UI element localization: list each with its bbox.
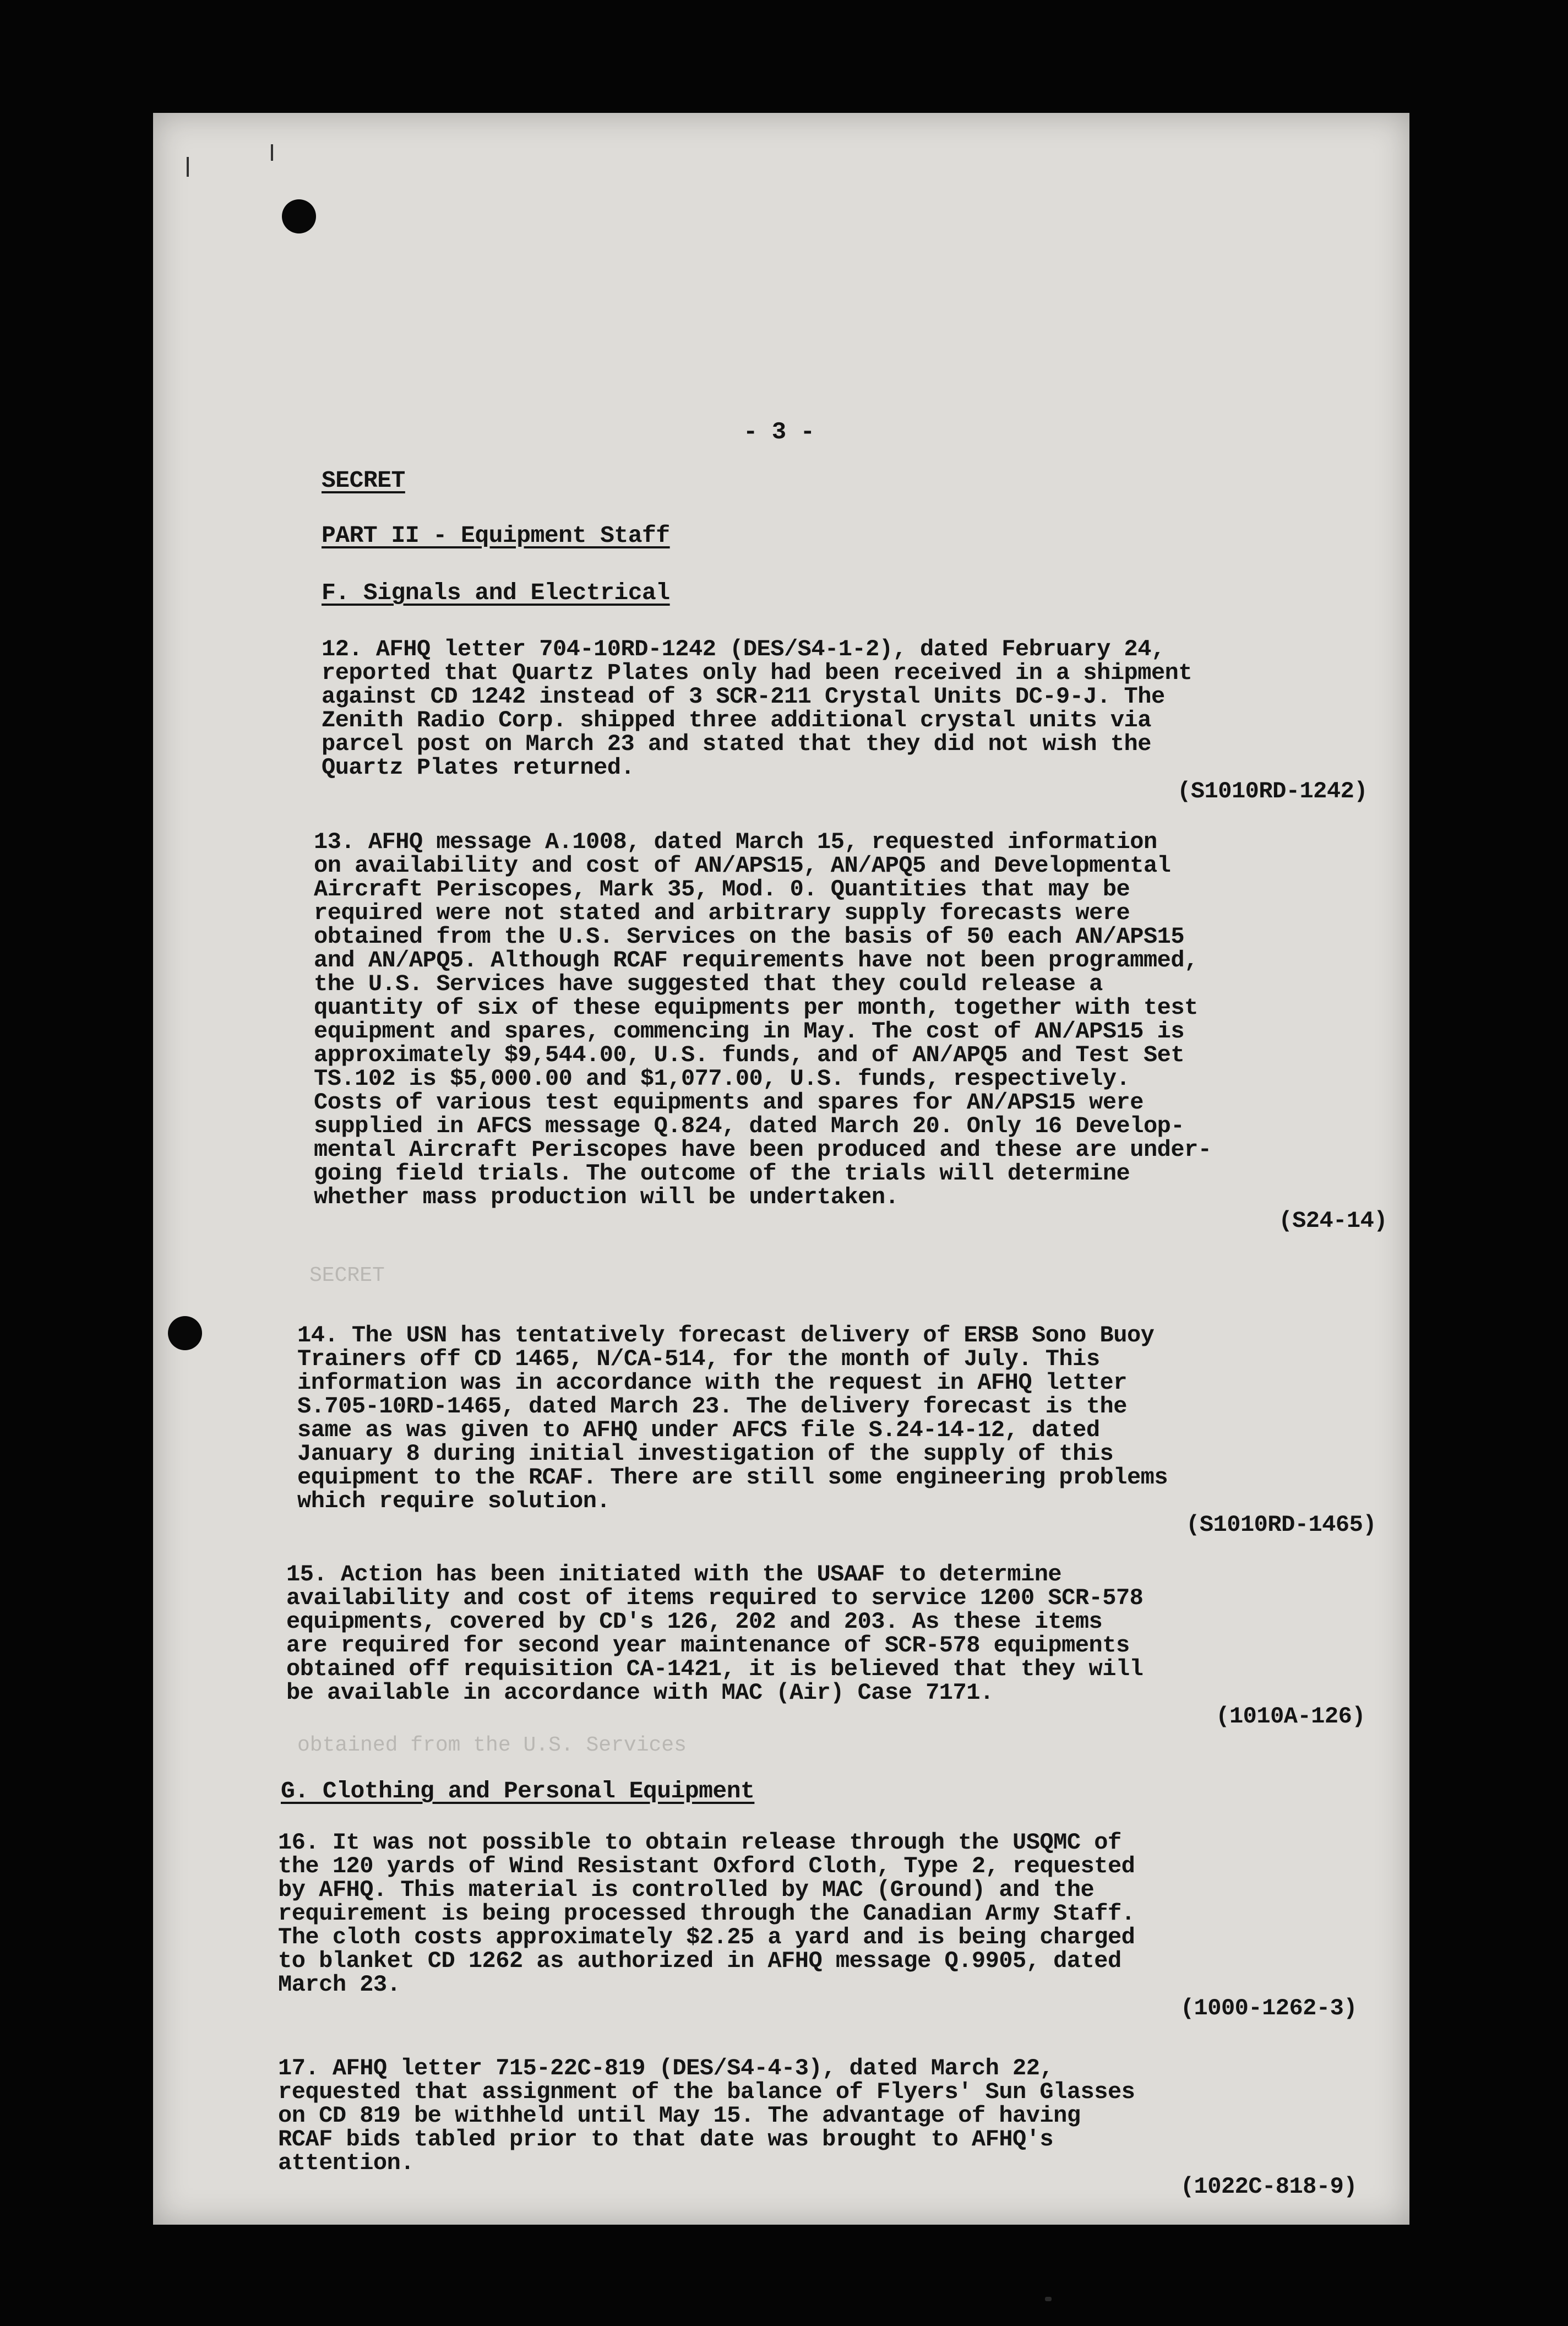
paragraph-line: March 23. [278, 1971, 401, 1998]
paragraph-line: which require solution. [297, 1488, 611, 1514]
paragraph-line: 14. The USN has tentatively forecast delivery of ERSB Sono Buoy [297, 1322, 1155, 1349]
punch-hole-top [282, 199, 316, 233]
part-heading: PART II - Equipment Staff [322, 522, 670, 549]
film-scratch [1045, 2297, 1052, 2301]
paragraph-line: 16. It was not possible to obtain release through the USQMC of [278, 1829, 1121, 1856]
paragraph-line: obtained from the U.S. Services on the basis of 50 each AN/APS15 [314, 923, 1185, 950]
paragraph-17 [278, 2057, 1357, 2199]
paragraph-line: Zenith Radio Corp. shipped three additional crystal units via [322, 707, 1151, 733]
paragraph-line: 12. AFHQ letter 704-10RD-1242 (DES/S4-1-2), dated February 24, [322, 636, 1165, 662]
paragraph-line: Aircraft Periscopes, Mark 35, Mod. 0. Quantities that may be [314, 876, 1130, 903]
paragraph-line: Trainers off CD 1465, N/CA-514, for the month of July. This [297, 1346, 1100, 1372]
paragraph-line: required were not stated and arbitrary supply forecasts were [314, 900, 1130, 926]
paragraph-line: S.705-10RD-1465, dated March 23. The delivery forecast is the [297, 1393, 1127, 1420]
pencil-tick-mark [271, 144, 273, 161]
file-reference: (1000-1262-3) [1180, 1995, 1357, 2021]
paragraph-16 [278, 1831, 1357, 2020]
paragraph-line: same as was given to AFHQ under AFCS file S.24-14-12, dated [297, 1417, 1100, 1443]
paragraph-line: and AN/APQ5. Although RCAF requirements have not been programmed, [314, 947, 1198, 974]
section-g-heading: G. Clothing and Personal Equipment [281, 1778, 755, 1805]
paragraph-line: requested that assignment of the balance of Flyers' Sun Glasses [278, 2079, 1135, 2105]
file-reference: (S1010RD-1242) [1177, 778, 1368, 805]
paragraph-line: RCAF bids tabled prior to that date was brought to AFHQ's [278, 2126, 1054, 2153]
paragraph-line: Quartz Plates returned. [322, 754, 635, 781]
paragraph-12 [322, 638, 1368, 803]
paragraph-line: 17. AFHQ letter 715-22C-819 (DES/S4-4-3), dated March 22, [278, 2055, 1054, 2082]
page-number: - 3 - [743, 419, 815, 446]
paragraph-line: equipment to the RCAF. There are still some engineering problems [297, 1464, 1168, 1491]
section-f-heading: F. Signals and Electrical [322, 579, 670, 606]
paragraph-line: requirement is being processed through the Canadian Army Staff. [278, 1900, 1135, 1927]
punch-hole-middle [168, 1316, 202, 1350]
paragraph-line: on availability and cost of AN/APS15, AN/APQ5 and Developmental [314, 852, 1171, 879]
file-reference: (1010A-126) [1216, 1703, 1365, 1730]
file-reference: (1022C-818-9) [1180, 2173, 1357, 2200]
paragraph-line: approximately $9,544.00, U.S. funds, and of AN/APQ5 and Test Set [314, 1042, 1185, 1068]
paragraph-line: mental Aircraft Periscopes have been produced and these are under- [314, 1137, 1212, 1163]
pencil-tick-mark [187, 157, 189, 177]
paragraph-line: equipment and spares, commencing in May. The cost of AN/APS15 is [314, 1018, 1185, 1045]
paragraph-14 [297, 1324, 1376, 1537]
paragraph-line: 15. Action has been initiated with the USAAF to determine [286, 1561, 1062, 1588]
paragraph-line: whether mass production will be undertaken. [314, 1184, 899, 1210]
paragraph-line: are required for second year maintenance of SCR-578 equipments [286, 1632, 1130, 1659]
paragraph-line: Costs of various test equipments and spares for AN/APS15 were [314, 1089, 1144, 1116]
paragraph-line: The cloth costs approximately $2.25 a yard and is being charged [278, 1924, 1135, 1950]
paragraph-line: the U.S. Services have suggested that they could release a [314, 971, 1103, 997]
paragraph-line: equipments, covered by CD's 126, 202 and 203. As these items [286, 1608, 1103, 1635]
paragraph-line: going field trials. The outcome of the trials will determine [314, 1160, 1130, 1187]
paragraph-line: quantity of six of these equipments per month, together with test [314, 994, 1198, 1021]
paragraph-line: 13. AFHQ message A.1008, dated March 15, requested information [314, 829, 1157, 855]
paragraph-15 [286, 1563, 1365, 1729]
paragraph-line: TS.102 is $5,000.00 and $1,077.00, U.S. funds, respectively. [314, 1066, 1130, 1092]
bleed-through-text: SECRET [309, 1264, 385, 1287]
file-reference: (S1010RD-1465) [1186, 1512, 1376, 1538]
paragraph-line: obtained off requisition CA-1421, it is believed that they will [286, 1656, 1144, 1682]
paragraph-line: the 120 yards of Wind Resistant Oxford Cloth, Type 2, requested [278, 1853, 1135, 1879]
paragraph-line: to blanket CD 1262 as authorized in AFHQ message Q.9905, dated [278, 1948, 1121, 1974]
paragraph-line: reported that Quartz Plates only had been received in a shipment [322, 660, 1193, 686]
paragraph-13 [314, 830, 1387, 1233]
paragraph-line: information was in accordance with the request in AFHQ letter [297, 1369, 1127, 1396]
paragraph-line: attention. [278, 2150, 415, 2176]
classification-heading: SECRET [322, 467, 405, 494]
paragraph-line: January 8 during initial investigation of the supply of this [297, 1441, 1114, 1467]
paragraph-line: parcel post on March 23 and stated that they did not wish the [322, 731, 1151, 757]
paragraph-line: against CD 1242 instead of 3 SCR-211 Crystal Units DC-9-J. The [322, 683, 1165, 710]
file-reference: (S24-14) [1278, 1208, 1387, 1234]
paragraph-line: supplied in AFCS message Q.824, dated March 20. Only 16 Develop- [314, 1113, 1185, 1139]
paragraph-line: by AFHQ. This material is controlled by MAC (Ground) and the [278, 1877, 1095, 1903]
paragraph-line: availability and cost of items required to service 1200 SCR-578 [286, 1585, 1144, 1611]
paragraph-line: be available in accordance with MAC (Air) Case 7171. [286, 1680, 994, 1706]
bleed-through-text: obtained from the U.S. Services [297, 1733, 687, 1757]
paragraph-line: on CD 819 be withheld until May 15. The advantage of having [278, 2102, 1081, 2129]
